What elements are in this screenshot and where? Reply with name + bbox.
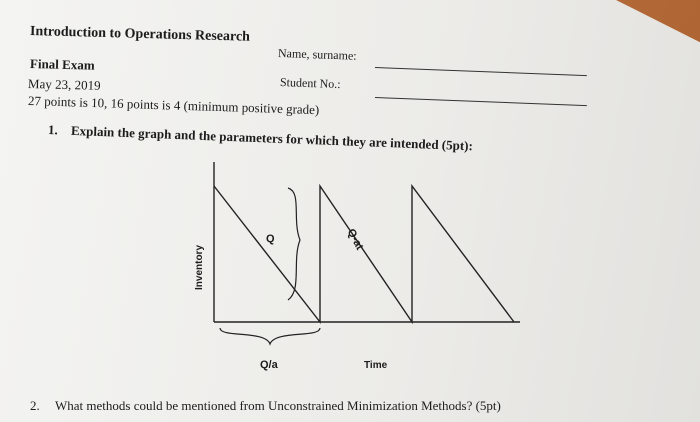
y-axis-label: Inventory bbox=[194, 244, 205, 290]
inventory-graph bbox=[180, 150, 540, 371]
student-no-label: Student No.: bbox=[279, 75, 341, 92]
exam-title: Final Exam bbox=[29, 56, 95, 73]
grading-note: 27 points is 10, 16 points is 4 (minimum positive grade) bbox=[27, 93, 320, 118]
q-over-a-brace bbox=[220, 328, 320, 344]
inventory-sawtooth-line bbox=[214, 186, 514, 322]
x-axis-label: Time bbox=[364, 360, 388, 371]
label-q: Q bbox=[266, 233, 275, 245]
question-1-number: 1. bbox=[47, 122, 59, 138]
question-1-text: Explain the graph and the parameters for which they are intended (5pt): bbox=[70, 122, 474, 154]
label-q-over-a: Q/a bbox=[260, 359, 278, 371]
exam-date: May 23, 2019 bbox=[27, 76, 101, 93]
course-title: Introduction to Operations Research bbox=[29, 24, 251, 45]
question-2-text: What methods could be mentioned from Unconstrained Minimization Methods? (5pt) bbox=[55, 398, 501, 413]
name-label: Name, surname: bbox=[277, 46, 357, 63]
question-2 bbox=[30, 398, 501, 414]
label-q-minus-at: Q-at bbox=[344, 226, 366, 252]
question-2-number: 2. bbox=[30, 398, 40, 413]
